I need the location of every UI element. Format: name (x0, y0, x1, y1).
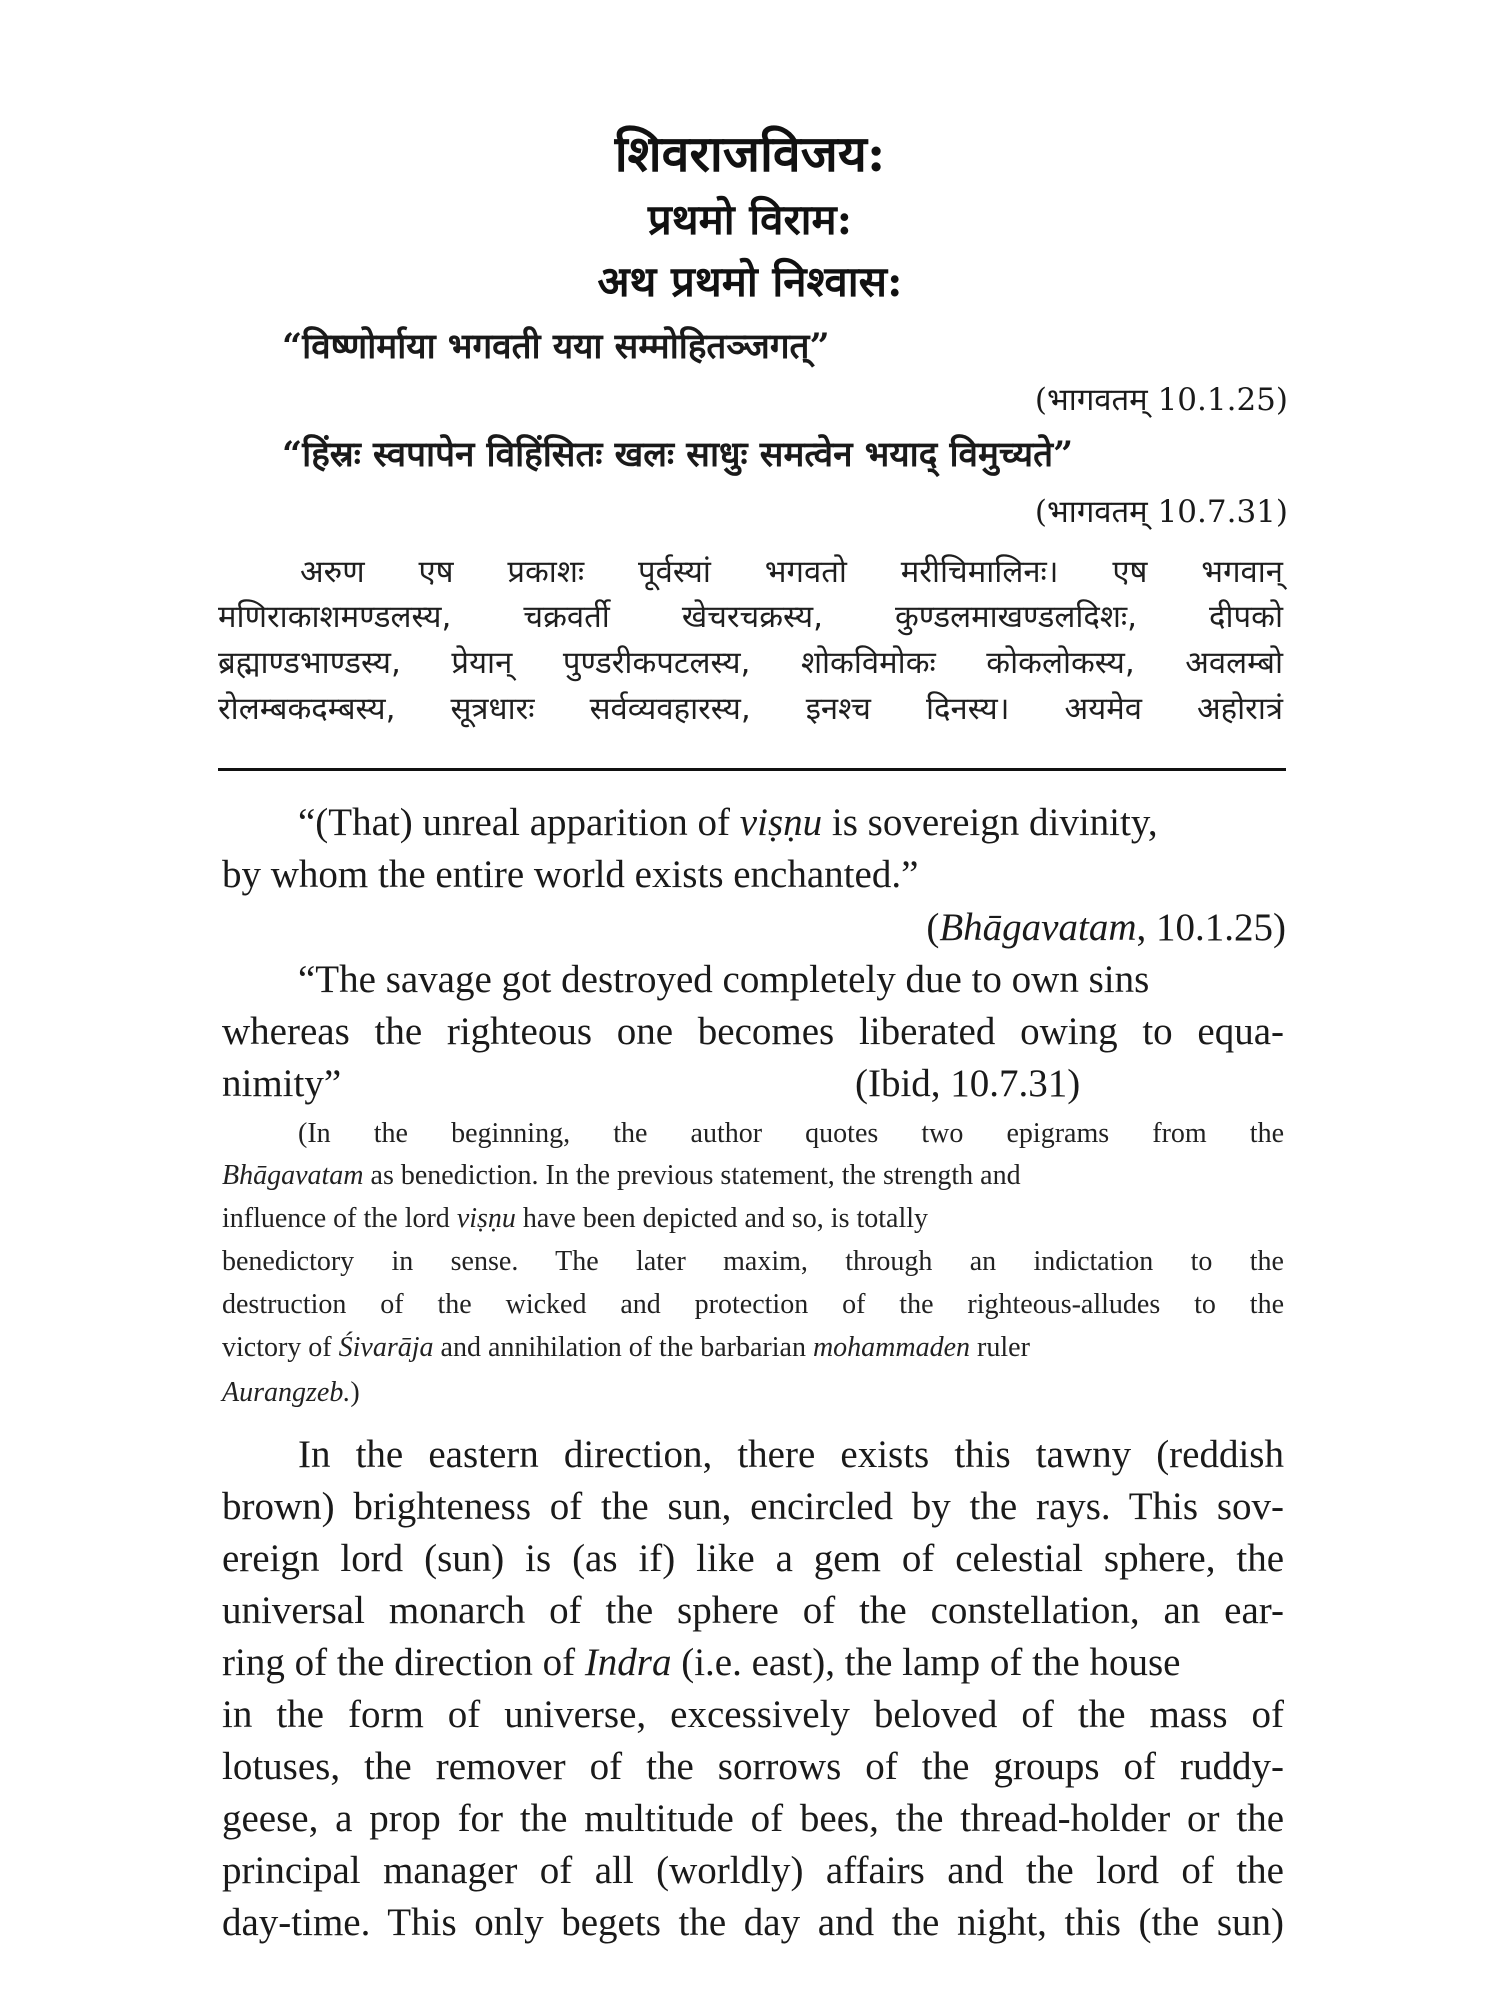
translation-quote-2-line: whereas the righteous one becomes liberated owing to equa- (222, 1010, 1284, 1053)
subsection-title: अथ प्रथमो निश्वास: (597, 257, 903, 306)
note-line: destruction of the wicked and protection of the righteous-alludes to the (222, 1289, 1284, 1320)
body-line: In the eastern direction, there exists this tawny (reddish (298, 1433, 1284, 1476)
body-line: principal manager of all (worldly) affairs and the lord of the (222, 1849, 1284, 1892)
body-line: ring of the direction of Indra (i.e. east), the lamp of the house (222, 1641, 1181, 1684)
sanskrit-body-line: मणिराकाशमण्डलस्य, चक्रवर्ती खेचरचक्रस्य, कुण्डलमाखण्डलदिशः, दीपको (218, 599, 1283, 635)
note-line: benedictory in sense. The later maxim, through an indictation to the (222, 1246, 1284, 1277)
note-line: influence of the lord viṣṇu have been depicted and so, is totally (222, 1203, 929, 1234)
sanskrit-body-line: अरुण एष प्रकाशः पूर्वस्यां भगवतो मरीचिमालिनः। एष भगवान् (300, 554, 1283, 590)
sanskrit-epigram-1: “विष्णोर्माया भगवती यया सम्मोहितञ्जगत्” (282, 326, 830, 367)
body-line: ereign lord (sun) is (as if) like a gem of celestial sphere, the (222, 1537, 1284, 1580)
sanskrit-body-line: रोलम्बकदम्बस्य, सूत्रधारः सर्वव्यवहारस्य, इनश्च दिनस्य। अयमेव अहोरात्रं (218, 691, 1283, 727)
note-line: victory of Śivarāja and annihilation of the barbarian mohammaden ruler (222, 1332, 1030, 1363)
translation-quote-2-reference: (Ibid, 10.7.31) (855, 1062, 1081, 1105)
body-line: in the form of universe, excessively beloved of the mass of (222, 1693, 1284, 1736)
body-line: geese, a prop for the multitude of bees, the thread-holder or the (222, 1797, 1284, 1840)
sanskrit-epigram-2: “हिंस्रः स्वपापेन विहिंसितः खलः साधुः समत्वेन भयाद् विमुच्यते” (282, 434, 1074, 475)
body-line: day-time. This only begets the day and the night, this (the sun) (222, 1901, 1284, 1944)
note-line: Bhāgavatam as benediction. In the previous statement, the strength and (222, 1160, 1021, 1191)
note-line: Aurangzeb.) (222, 1377, 360, 1408)
translation-quote-2-line: “The savage got destroyed completely due to own sins (298, 958, 1150, 1001)
translation-quote-1-line: by whom the entire world exists enchanted.” (222, 853, 919, 896)
translation-quote-1-line: “(That) unreal apparition of viṣṇu is sovereign divinity, (298, 801, 1158, 844)
body-line: universal monarch of the sphere of the constellation, an ear- (222, 1589, 1284, 1632)
section-title: प्रथमो विराम: (647, 195, 853, 244)
translation-quote-2-line: nimity” (222, 1062, 342, 1105)
chapter-title: शिवराजविजय: (614, 124, 886, 183)
translation-quote-1-reference: (Bhāgavatam, 10.1.25) (926, 906, 1286, 949)
sanskrit-epigram-1-reference: (भागवतम् 10.1.25) (1034, 382, 1288, 418)
body-line: brown) brighteness of the sun, encircled by the rays. This sov- (222, 1485, 1284, 1528)
sanskrit-epigram-2-reference: (भागवतम् 10.7.31) (1034, 494, 1288, 530)
note-line: (In the beginning, the author quotes two epigrams from the (298, 1118, 1284, 1149)
section-divider (218, 768, 1286, 771)
body-line: lotuses, the remover of the sorrows of the groups of ruddy- (222, 1745, 1284, 1788)
sanskrit-body-line: ब्रह्माण्डभाण्डस्य, प्रेयान् पुण्डरीकपटलस्य, शोकविमोकः कोकलोकस्य, अवलम्बो (218, 645, 1283, 681)
